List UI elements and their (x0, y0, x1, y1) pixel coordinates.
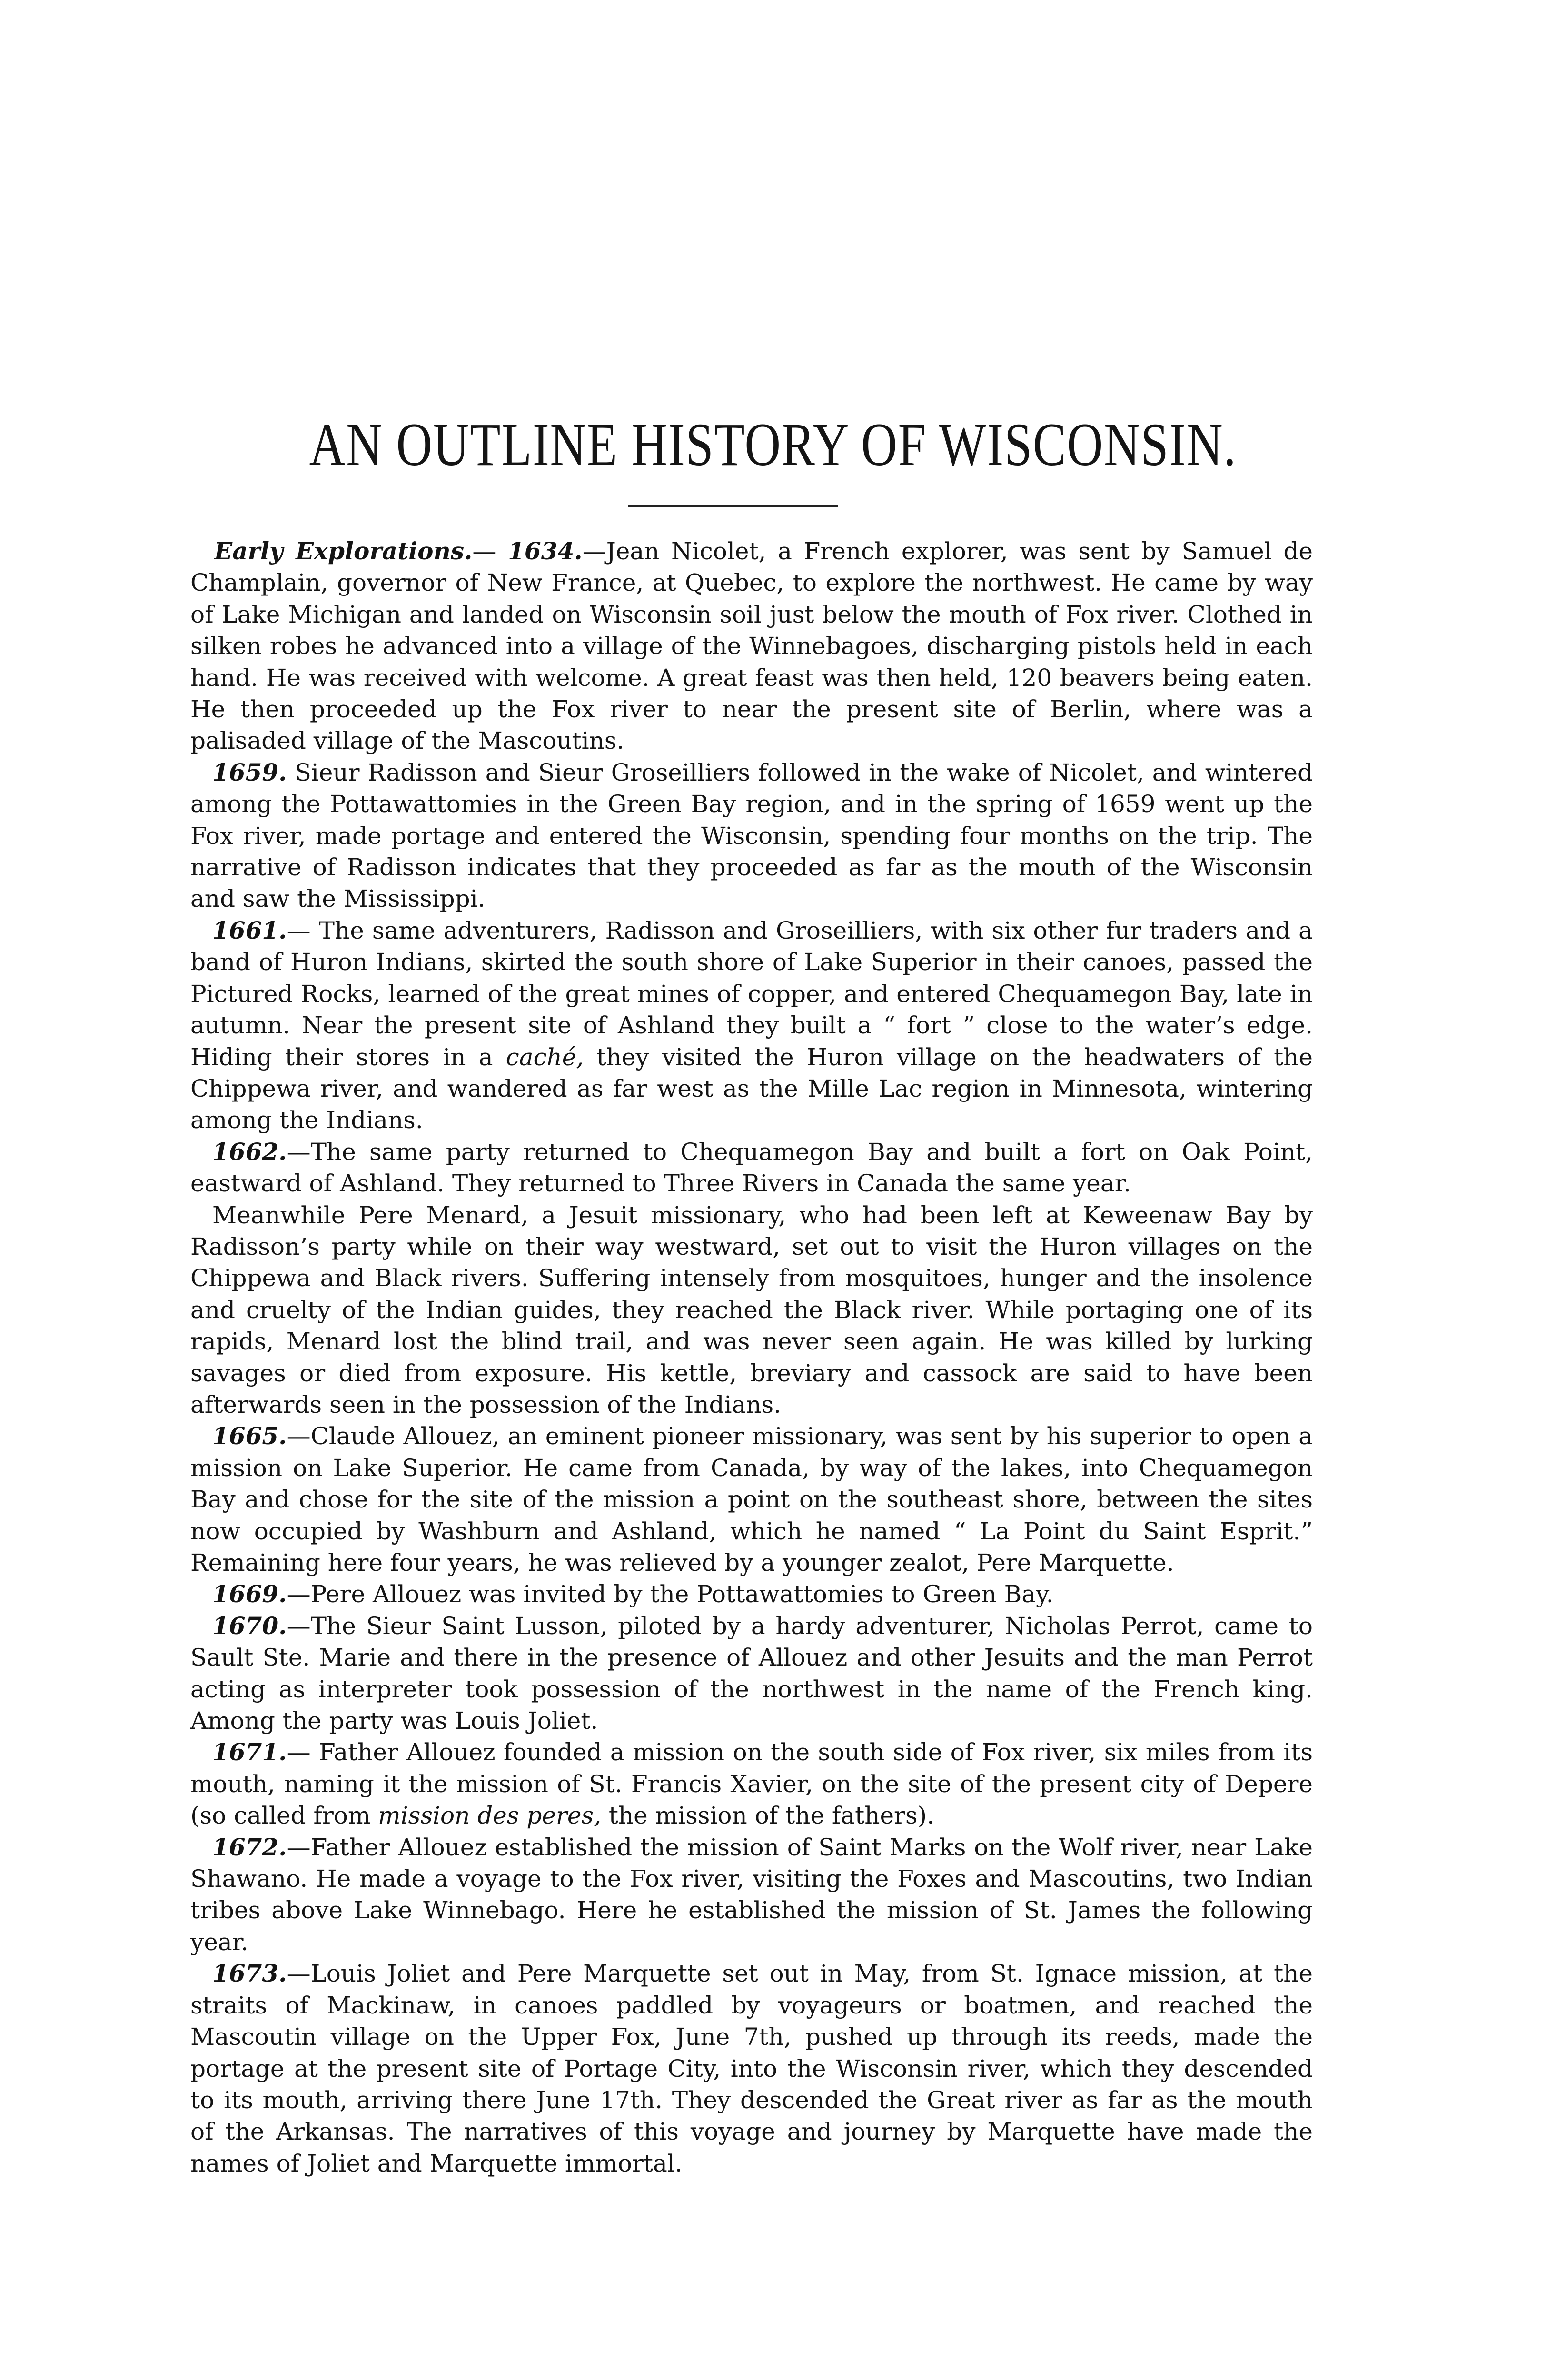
paragraph-menard (190, 1200, 1313, 1421)
paragraph-text-continued: they visited the Huron village on the headwaters of the Chippewa river, and wandered as far west as the Mille Lac region in Minnesota, wintering among the Indians. (190, 1043, 1313, 1134)
paragraph-text-continued: the mission of the fathers). (608, 1802, 935, 1830)
paragraph-date: 1634. (508, 537, 583, 565)
paragraph-1665: 1665.—Claude Allouez, an eminent pioneer missionary, was sent by his superior to open a mission on Lake Superior. He came from Canada, by way of the lakes, into Chequamegon Bay and chose for the site of the mission a point on the southeast shore, between the sites now occupied by Washburn and Ashland, which he named “ La Point du Saint Esprit.” Remaining here four years, he was relieved by a younger zealot, Pere Marquette. (190, 1422, 1313, 1577)
paragraph-text: Pere Allouez was invited by the Pottawattomies to Green Bay. (310, 1580, 1054, 1608)
paragraph-1669: 1669.—Pere Allouez was invited by the Pottawattomies to Green Bay. (212, 1580, 1054, 1608)
paragraph-1672: 1672.—Father Allouez established the mission of Saint Marks on the Wolf river, near Lake Shawano. He made a voyage to the Fox river, visiting the Foxes and Mascoutins, two Indian tribes above Lake Winnebago. Here he established the mission of St. James the following year. (190, 1833, 1313, 1956)
paragraph-text: Jean Nicolet, a French explorer, was sent by Samuel de Champlain, governor of New France, at Quebec, to explore the northwest. He came by way of Lake Michigan and landed on Wisconsin soil just below the mouth of Fox river. Clothed in silken robes he advanced into a village of the Winnebagoes, discharging pistols held in each hand. He was received with welcome. A great feast was then held, 120 beavers being eaten. He then proceeded up the Fox river to near the present site of Berlin, where was a palisaded village of the Mascoutins. (190, 537, 1313, 755)
paragraph-text: Louis Joliet and Pere Marquette set out in May, from St. Ignace mission, at the straits of Mackinaw, in canoes paddled by voyageurs or boatmen, and reached the Mascoutin village on the Upper Fox, June 7th, pushed up through its reeds, made the portage at the present site of Portage City, into the Wisconsin river, which they descended to its mouth, arriving there June 17th. They descended the Great river as far as the mouth of the Arkansas. The narratives of this voyage and journey by Marquette have made the names of Joliet and Marquette immortal. (190, 1960, 1313, 2177)
paragraph-date: 1669. (212, 1580, 287, 1608)
paragraph-text: Father Allouez established the mission of Saint Marks on the Wolf river, near Lake Shawano. He made a voyage to the Fox river, visiting the Foxes and Mascoutins, two Indian tribes above Lake Winnebago. Here he established the mission of St. James the following year. (190, 1833, 1313, 1956)
paragraph-date: 1662. (212, 1137, 287, 1166)
paragraph-text: Claude Allouez, an eminent pioneer missionary, was sent by his superior to open a mission on Lake Superior. He came from Canada, by way of the lakes, into Chequamegon Bay and chose for the site of the mission a point on the southeast shore, between the sites now occupied by Washburn and Ashland, which he named “ La Point du Saint Esprit.” Remaining here four years, he was relieved by a younger zealot, Pere Marquette. (190, 1422, 1313, 1577)
paragraph-1659 (190, 757, 1313, 915)
paragraph-text: Sieur Radisson and Sieur Groseilliers followed in the wake of Nicolet, and wintered among the Pottawattomies in the Green Bay region, and in the spring of 1659 went up the Fox river, made portage and entered the Wisconsin, spending four months on the trip. The narrative of Radisson indicates that they proceeded as far as the mouth of the Wisconsin and saw the Mississippi. (190, 758, 1313, 913)
paragraph-date: 1671. (212, 1738, 287, 1766)
title-divider (628, 505, 838, 507)
document-body (190, 536, 1313, 2179)
paragraph-date: 1665. (212, 1422, 287, 1450)
paragraph-date: 1670. (212, 1611, 287, 1640)
paragraph-italic: mission des peres, (378, 1802, 601, 1830)
section-heading: Early Explorations. (214, 537, 473, 565)
page-title: AN OUTLINE HISTORY OF WISCONSIN. (309, 411, 1237, 478)
paragraph-text: The Sieur Saint Lusson, piloted by a hardy adventurer, Nicholas Perrot, came to Sault Ste. Marie and there in the presence of Allouez and other Jesuits and the man Perrot acting as interpreter took possession of the northwest in the name of the French king. Among the party was Louis Joliet. (190, 1612, 1313, 1735)
paragraph-date: 1673. (212, 1959, 287, 1988)
paragraph-1661: 1661.— The same adventurers, Radisson and Groseilliers, with six other fur traders and a band of Huron Indians, skirted the south shore of Lake Superior in their canoes, passed the Pictured Rocks, learned of the great mines of copper, and entered Chequamegon Bay, late in autumn. Near the present site of Ashland they built a “ fort ” close to the water’s edge. Hiding their stores in a caché, they visited the Huron village on the headwaters of the Chippewa river, and wandered as far west as the Mille Lac region in Minnesota, wintering among the Indians. (190, 916, 1313, 1134)
paragraph-1670: 1670.—The Sieur Saint Lusson, piloted by a hardy adventurer, Nicholas Perrot, came to Sault Ste. Marie and there in the presence of Allouez and other Jesuits and the man Perrot acting as interpreter took possession of the northwest in the name of the French king. Among the party was Louis Joliet. (190, 1611, 1313, 1735)
paragraph-text: The same adventurers, Radisson and Groseilliers, with six other fur traders and a band of Huron Indians, skirted the south shore of Lake Superior in their canoes, passed the Pictured Rocks, learned of the great mines of copper, and entered Chequamegon Bay, late in autumn. Near the present site of Ashland they built a “ fort ” close to the water’s edge. Hiding their stores in a (190, 916, 1313, 1071)
paragraph-early-explorations: Early Explorations.— 1634.—Jean Nicolet, a French explorer, was sent by Samuel de Champlain, governor of New France, at Quebec, to explore the northwest. He came by way of Lake Michigan and landed on Wisconsin soil just below the mouth of Fox river. Clothed in silken robes he advanced into a village of the Winnebagoes, discharging pistols held in each hand. He was received with welcome. A great feast was then held, 120 beavers being eaten. He then proceeded up the Fox river to near the present site of Berlin, where was a palisaded village of the Mascoutins. (190, 537, 1313, 755)
paragraph-text: Meanwhile Pere Menard, a Jesuit missionary, who had been left at Keweenaw Bay by Radisson’s party while on their way westward, set out to visit the Huron villages on the Chippewa and Black rivers. Suffering intensely from mosquitoes, hunger and the insolence and cruelty of the Indian guides, they reached the Black river. While portaging one of its rapids, Menard lost the blind trail, and was never seen again. He was killed by lurking savages or died from exposure. His kettle, breviary and cassock are said to have been afterwards seen in the possession of the Indians. (190, 1201, 1313, 1418)
paragraph-date: 1661. (212, 916, 287, 944)
paragraph-text: Father Allouez founded a mission on the south side of Fox river, six miles from its mouth, naming it the mission of St. Francis Xavier, on the site of the present city of Depere (so called from (190, 1738, 1313, 1830)
paragraph-1662: 1662.—The same party returned to Chequamegon Bay and built a fort on Oak Point, eastward of Ashland. They returned to Three Rivers in Canada the same year. (190, 1137, 1313, 1198)
paragraph-date: 1659. (212, 758, 287, 786)
paragraph-text: The same party returned to Chequamegon Bay and built a fort on Oak Point, eastward of Ashland. They returned to Three Rivers in Canada the same year. (190, 1138, 1313, 1198)
paragraph-1671: 1671.— Father Allouez founded a mission on the south side of Fox river, six miles from its mouth, naming it the mission of St. Francis Xavier, on the site of the present city of Depere (so called from mission des peres, the mission of the fathers). (190, 1738, 1313, 1830)
paragraph-1673: 1673.—Louis Joliet and Pere Marquette set out in May, from St. Ignace mission, at the straits of Mackinaw, in canoes paddled by voyageurs or boatmen, and reached the Mascoutin village on the Upper Fox, June 7th, pushed up through its reeds, made the portage at the present site of Portage City, into the Wisconsin river, which they descended to its mouth, arriving there June 17th. They descended the Great river as far as the mouth of the Arkansas. The narratives of this voyage and journey by Marquette have made the names of Joliet and Marquette immortal. (190, 1959, 1313, 2177)
paragraph-italic: caché, (505, 1043, 584, 1071)
paragraph-date: 1672. (212, 1833, 287, 1861)
